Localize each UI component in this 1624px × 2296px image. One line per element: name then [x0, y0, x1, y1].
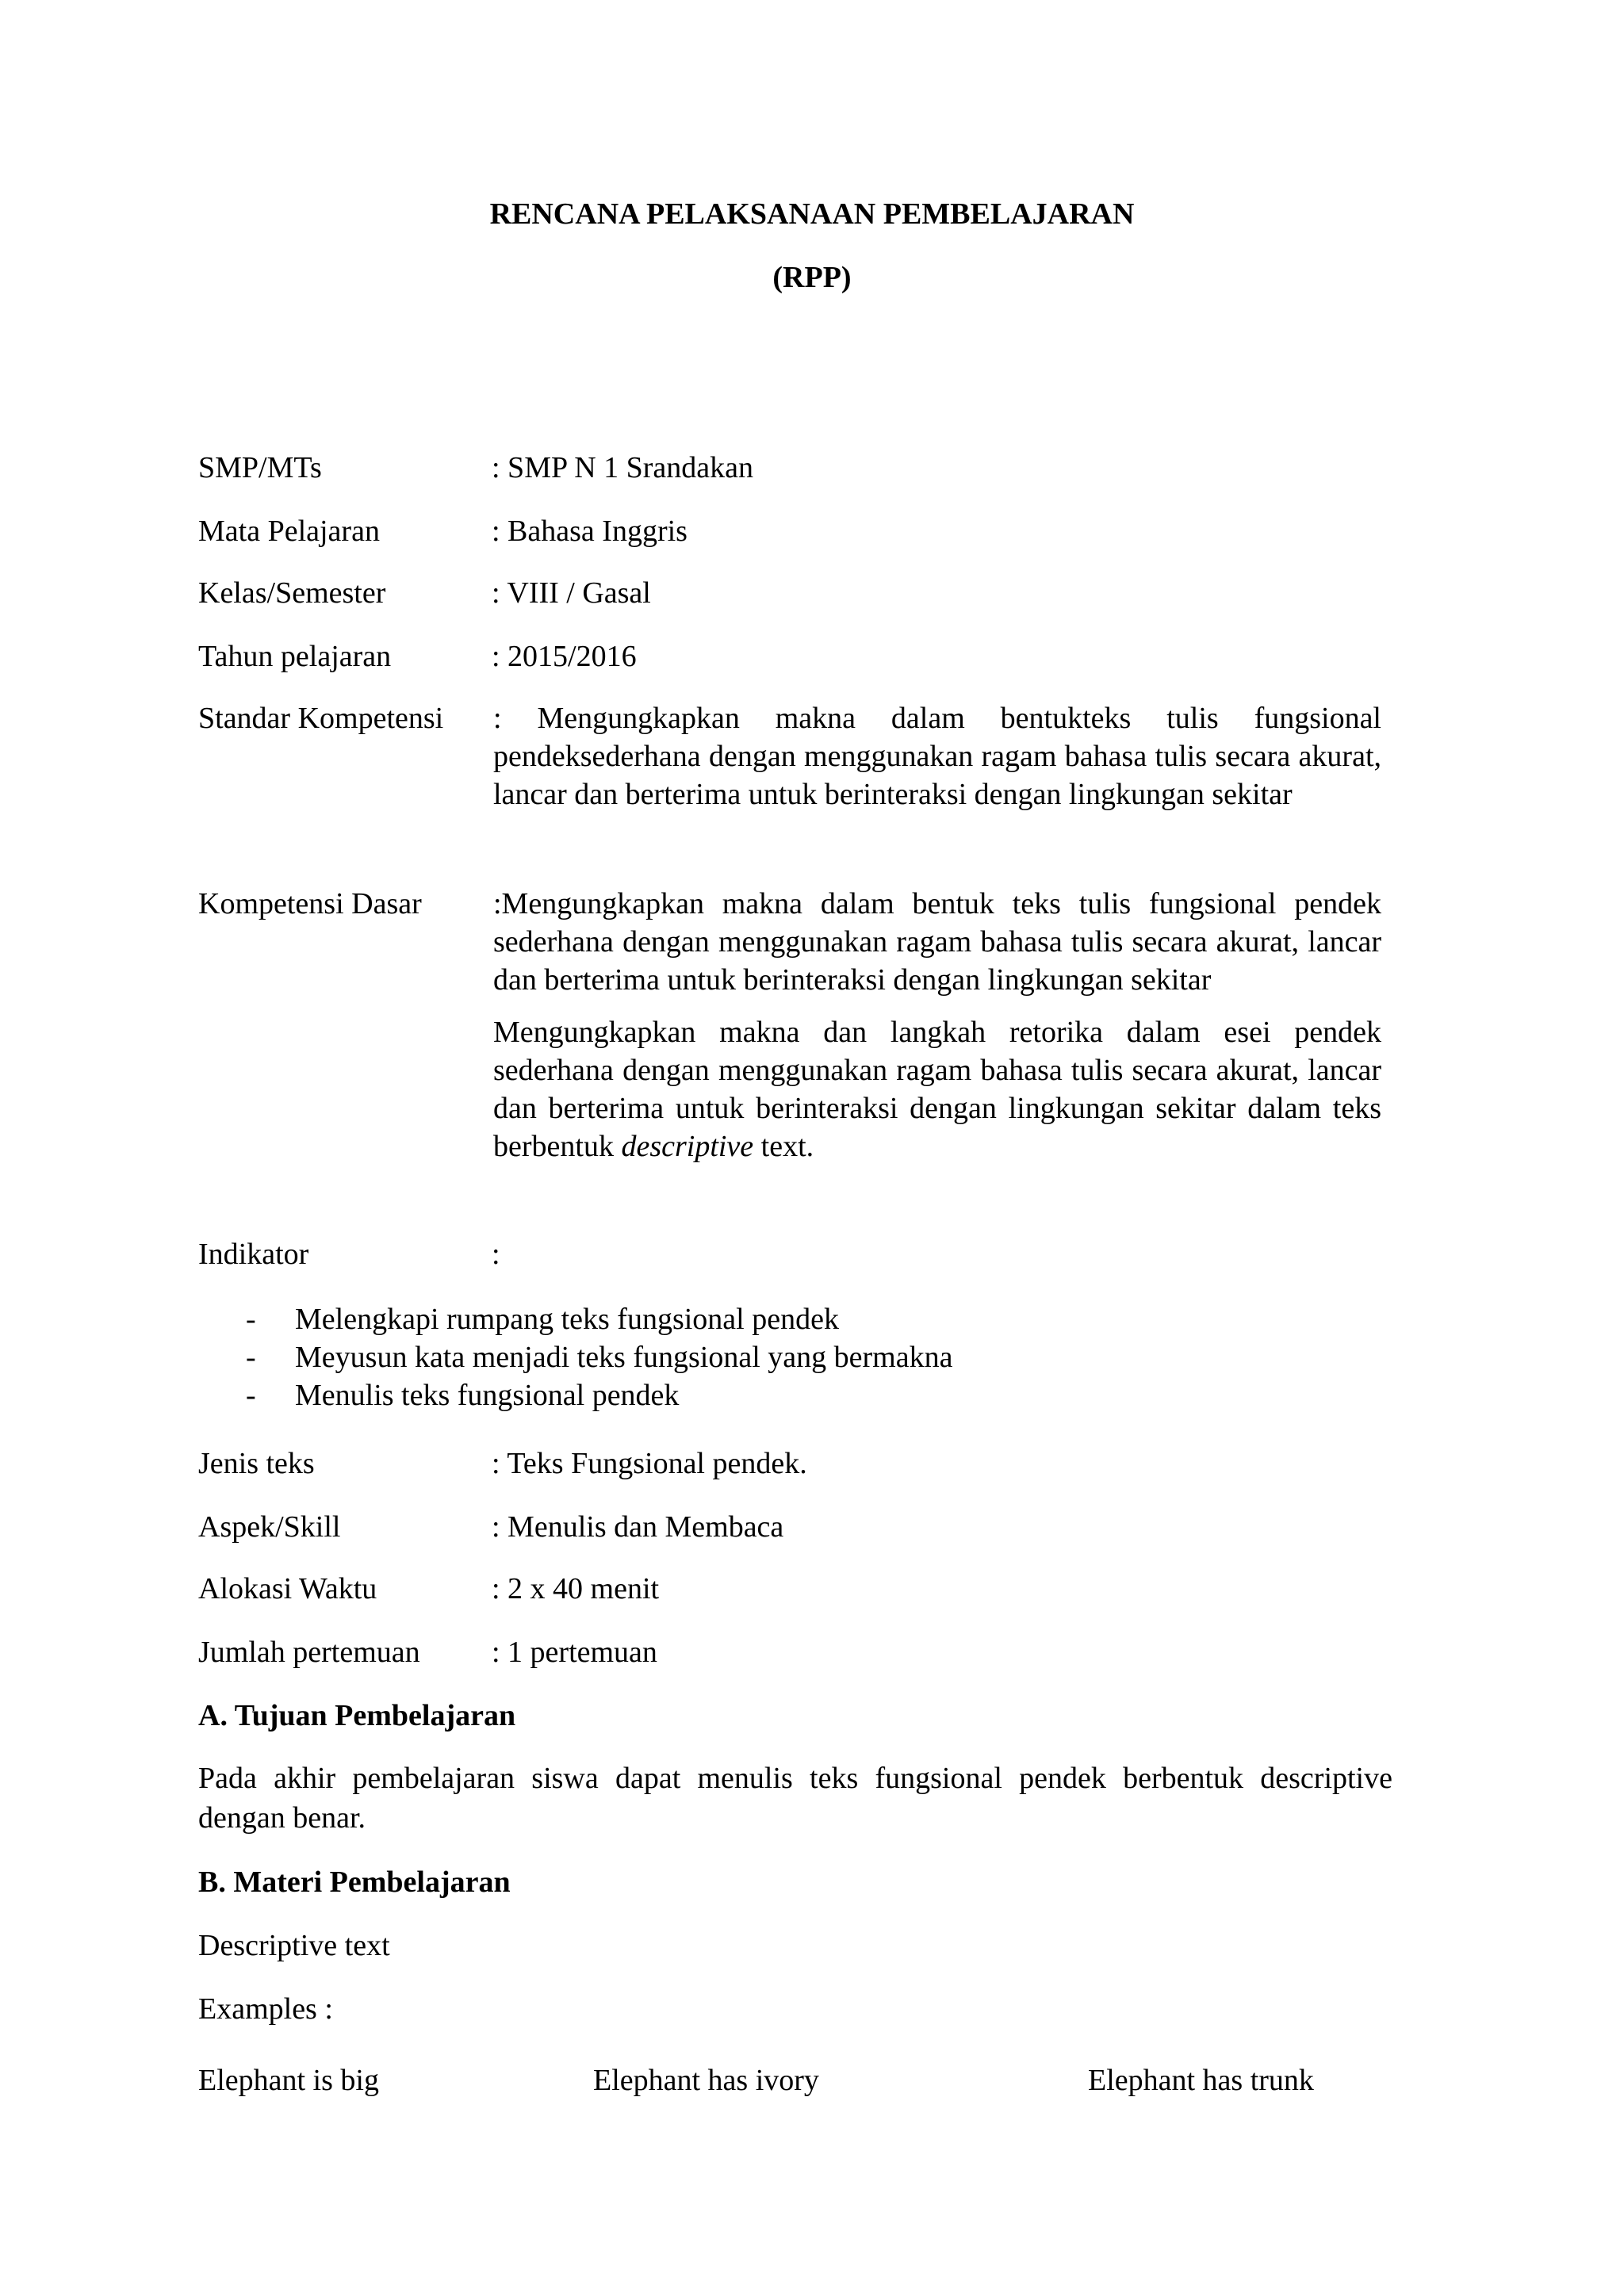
example-item: Elephant has trunk: [1088, 2064, 1314, 2097]
kompetensi-dasar-text-2: [493, 1013, 1381, 1165]
field-label: SMP/MTs: [198, 451, 322, 484]
paragraph-text: Mengungkapkan makna dan langkah retorika dalam esei pendek sederhana dengan menggunakan ragam bahasa tulis secara akurat, lancar dan berterima untuk berinteraksi dengan lingkungan sekitar dalam teks berbentuk: [493, 1016, 1381, 1163]
field-value: : 2015/2016: [492, 640, 637, 673]
field-label: Alokasi Waktu: [198, 1572, 377, 1605]
section-a-text: Pada akhir pembelajaran siswa dapat menulis teks fungsional pendek berbentuk descriptive dengan benar.: [198, 1762, 1392, 1835]
paragraph: [493, 1013, 1381, 1165]
standar-kompetensi-text: [493, 699, 1381, 813]
bullet-dash: -: [246, 1379, 256, 1412]
field-label: Jumlah pertemuan: [198, 1636, 420, 1669]
paragraph: : Mengungkapkan makna dalam bentukteks tulis fungsional pendeksederhana dengan menggunakan ragam bahasa tulis secara akurat, lancar dan berterima untuk berinteraksi dengan lingkungan sekitar: [493, 702, 1381, 811]
field-label: Mata Pelajaran: [198, 515, 380, 548]
materi-topic: Descriptive text: [198, 1929, 390, 1962]
field-value: : Bahasa Inggris: [492, 515, 688, 548]
example-item: Elephant is big: [198, 2064, 379, 2097]
list-item-text: Meyusun kata menjadi teks fungsional yang bermakna: [295, 1341, 953, 1374]
list-item-text: Melengkapi rumpang teks fungsional pendek: [295, 1303, 839, 1336]
field-label: Kompetensi Dasar: [198, 887, 422, 920]
field-label: Jenis teks: [198, 1447, 315, 1480]
field-value: : SMP N 1 Srandakan: [492, 451, 754, 484]
field-label: Kelas/Semester: [198, 576, 386, 610]
italic-term: descriptive: [621, 1130, 754, 1163]
section-b-heading: B. Materi Pembelajaran: [198, 1866, 511, 1899]
document-title: RENCANA PELAKSANAAN PEMBELAJARAN: [489, 197, 1135, 231]
field-value: : 2 x 40 menit: [492, 1572, 660, 1605]
field-value: :: [492, 1238, 500, 1271]
field-label: Standar Kompetensi: [198, 702, 444, 735]
example-item: Elephant has ivory: [593, 2064, 819, 2097]
list-item-text: Menulis teks fungsional pendek: [295, 1379, 680, 1412]
kompetensi-dasar-text-1: [493, 885, 1381, 999]
bullet-dash: -: [246, 1341, 256, 1374]
document-subtitle: (RPP): [772, 261, 852, 294]
field-label: Indikator: [198, 1238, 309, 1271]
field-value: : Menulis dan Membaca: [492, 1510, 784, 1544]
field-label: Aspek/Skill: [198, 1510, 341, 1544]
paragraph-text-end: text.: [753, 1130, 814, 1163]
examples-label: Examples :: [198, 1992, 333, 2026]
field-value: : 1 pertemuan: [492, 1636, 657, 1669]
field-value: : Teks Fungsional pendek.: [492, 1447, 807, 1480]
field-label: Tahun pelajaran: [198, 640, 392, 673]
paragraph: :Mengungkapkan makna dalam bentuk teks tulis fungsional pendek sederhana dengan menggunakan ragam bahasa tulis secara akurat, lancar dan berterima untuk berinteraksi dengan lingkungan sekitar: [493, 887, 1381, 997]
section-a-heading: A. Tujuan Pembelajaran: [198, 1699, 516, 1732]
bullet-dash: -: [246, 1303, 256, 1336]
field-value: : VIII / Gasal: [492, 576, 651, 610]
